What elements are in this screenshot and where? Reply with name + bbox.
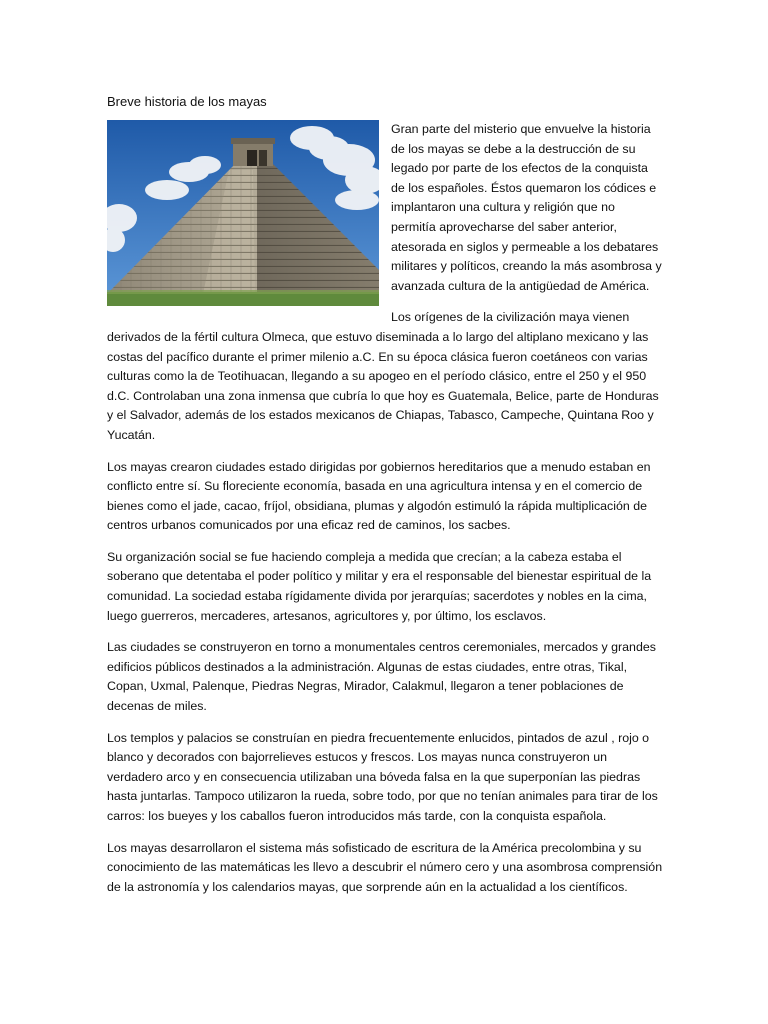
paragraph: Los mayas crearon ciudades estado dirigidas por gobiernos hereditarios que a menudo estaban en conflicto entre sí. Su floreciente economía, basada en una agricultura intensa y en el comercio de bienes como el jade, cacao, fríjol, obsidiana, plumas y algodón estimuló la rápida multiplicación de centros urbanos comunicados por una eficaz red de caminos, los sacbes. bbox=[107, 459, 651, 533]
paragraph: Su organización social se fue haciendo compleja a medida que crecían; a la cabeza estaba el soberano que detentaba el poder político y militar y era el responsable del bienestar espiritual de la comunidad. La sociedad estaba rígidamente divida por jerarquías; sacerdotes y nobles en la cima, luego guerreros, mercaderes, artesanos, agricultores y, por último, los esclavos. bbox=[107, 549, 652, 623]
paragraph: Las ciudades se construyeron en torno a monumentales centros ceremoniales, mercados y grandes edificios públicos destinados a la administración. Algunas de estas ciudades, entre otras, Tikal, Copan, Uxmal, Palenque, Piedras Negras, Mirador, Calakmul, llegaron a tener poblaciones de decenas de miles. bbox=[107, 640, 656, 714]
paragraph: Los mayas desarrollaron el sistema más sofisticado de escritura de la América precolombina y su conocimiento de las matemáticas les llevo a descubrir el número cero y una asombrosa comprensión de la astronomía y los calendarios mayas, que sorprende aún en la actualidad a los científicos. bbox=[107, 840, 663, 894]
paragraph: Los orígenes de la civilización maya vienen derivados de la fértil cultura Olmeca, que estuvo diseminada a lo largo del altiplano mexicano y las costas del pacífico durante el primer milenio a.C. En su época clásica fueron coetáneos con varias culturas como la de Teotihuacan, llegando a su apogeo en el período clásico, entre el 250 y el 950 d.C. Controlaban una zona inmensa que cubría lo que hoy es Guatemala, Belice, parte de Honduras y el Salvador, además de los estados mexicanos de Chiapas, Tabasco, Campeche, Quintana Roo y Yucatán. bbox=[107, 310, 659, 442]
pyramid-photo bbox=[107, 120, 379, 306]
document-title: Breve historia de los mayas bbox=[107, 94, 267, 109]
paragraph: Gran parte del misterio que envuelve la historia de los mayas se debe a la destrucción de su legado por parte de los efectos de la conquista de los españoles. Éstos quemaron los códices e implantaron una cultura y religión que no permitía aprovecharse del saber anterior, atesorada en siglos y permeable a los debatares militares y políticos, creando la más asombrosa y avanzada cultura de la antigüedad de América. bbox=[391, 122, 662, 293]
paragraph: Los templos y palacios se construían en piedra frecuentemente enlucidos, pintados de azul , rojo o blanco y decorados con bajorrelieves estucos y frescos. Los mayas nunca construyeron un verdadero arco y en consecuencia utilizaban una bóveda falsa en la que superponían las piedras hasta juntarlas. Tampoco utilizaron la rueda, sobre todo, por que no tenían animales para tirar de los carros: los bueyes y los caballos fueron introducidos más tarde, con la conquista española. bbox=[107, 730, 658, 823]
